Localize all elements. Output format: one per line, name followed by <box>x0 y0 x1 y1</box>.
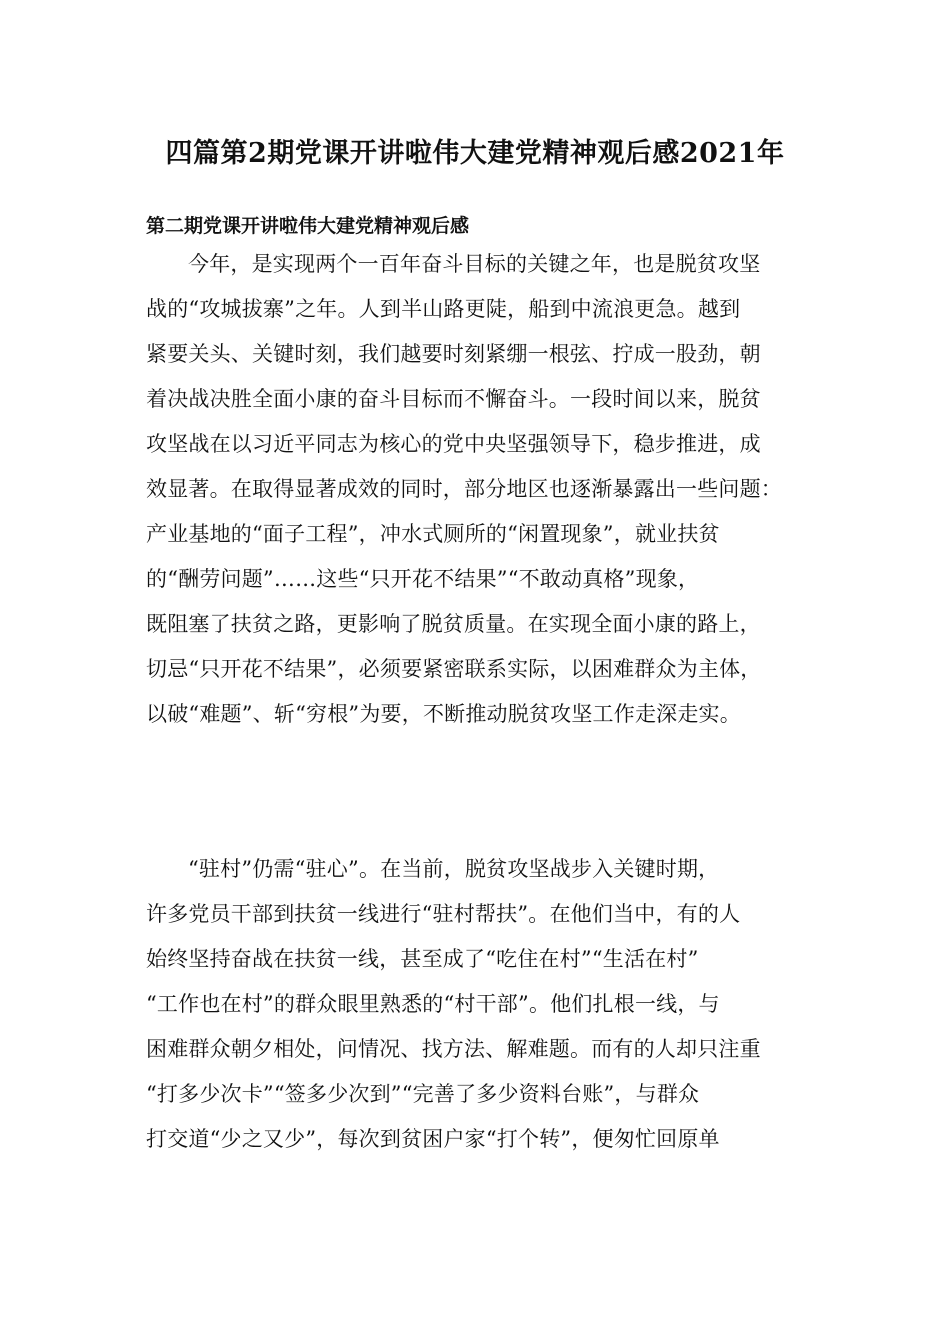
text-line: 今年，是实现两个一百年奋斗目标的关键之年，也是脱贫攻坚 <box>188 252 761 276</box>
text-line: 始终坚持奋战在扶贫一线，甚至成了“吃住在村”“生活在村” <box>146 947 699 971</box>
document-subtitle: 第二期党课开讲啦伟大建党精神观后感 <box>146 215 470 237</box>
text-line: 既阻塞了扶贫之路，更影响了脱贫质量。在实现全面小康的路上， <box>146 612 761 636</box>
text-line: 产业基地的“面子工程”，冲水式厕所的“闲置现象”，就业扶贫 <box>146 522 720 546</box>
text-line: 许多党员干部到扶贫一线进行“驻村帮扶”。在他们当中，有的人 <box>146 902 741 926</box>
text-line: “驻村”仍需“驻心”。在当前，脱贫攻坚战步入关键时期， <box>188 857 720 881</box>
text-line: 着决战决胜全面小康的奋斗目标而不懈奋斗。一段时间以来，脱贫 <box>146 387 761 411</box>
text-line: 攻坚战在以习近平同志为核心的党中央坚强领导下，稳步推进，成 <box>146 432 761 456</box>
text-line: “打多少次卡”“签多少次到”“完善了多少资料台账”，与群众 <box>146 1082 700 1106</box>
document-title: 四篇第2期党课开讲啦伟大建党精神观后感2021年 <box>165 138 785 169</box>
text-line: 战的“攻城拔寨”之年。人到半山路更陡，船到中流浪更急。越到 <box>146 297 741 321</box>
text-line: 紧要关头、关键时刻，我们越要时刻紧绷一根弦、拧成一股劲，朝 <box>146 342 761 366</box>
text-line: 困难群众朝夕相处，问情况、找方法、解难题。而有的人却只注重 <box>146 1037 761 1061</box>
paragraph-1 <box>146 242 826 737</box>
text-line: 以破“难题”、斩“穷根”为要，不断推动脱贫攻坚工作走深走实。 <box>146 702 741 726</box>
text-line: 效显著。在取得显著成效的同时，部分地区也逐渐暴露出一些问题： <box>146 477 782 501</box>
paragraph-2 <box>146 847 826 1162</box>
text-line: 切忌“只开花不结果”，必须要紧密联系实际，以困难群众为主体， <box>146 657 762 681</box>
text-line: 打交道“少之又少”，每次到贫困户家“打个转”，便匆忙回原单 <box>146 1127 720 1151</box>
text-line: “工作也在村”的群众眼里熟悉的“村干部”。他们扎根一线，与 <box>146 992 720 1016</box>
text-line: 的“酬劳问题”……这些“只开花不结果”“不敢动真格”现象， <box>146 567 700 591</box>
